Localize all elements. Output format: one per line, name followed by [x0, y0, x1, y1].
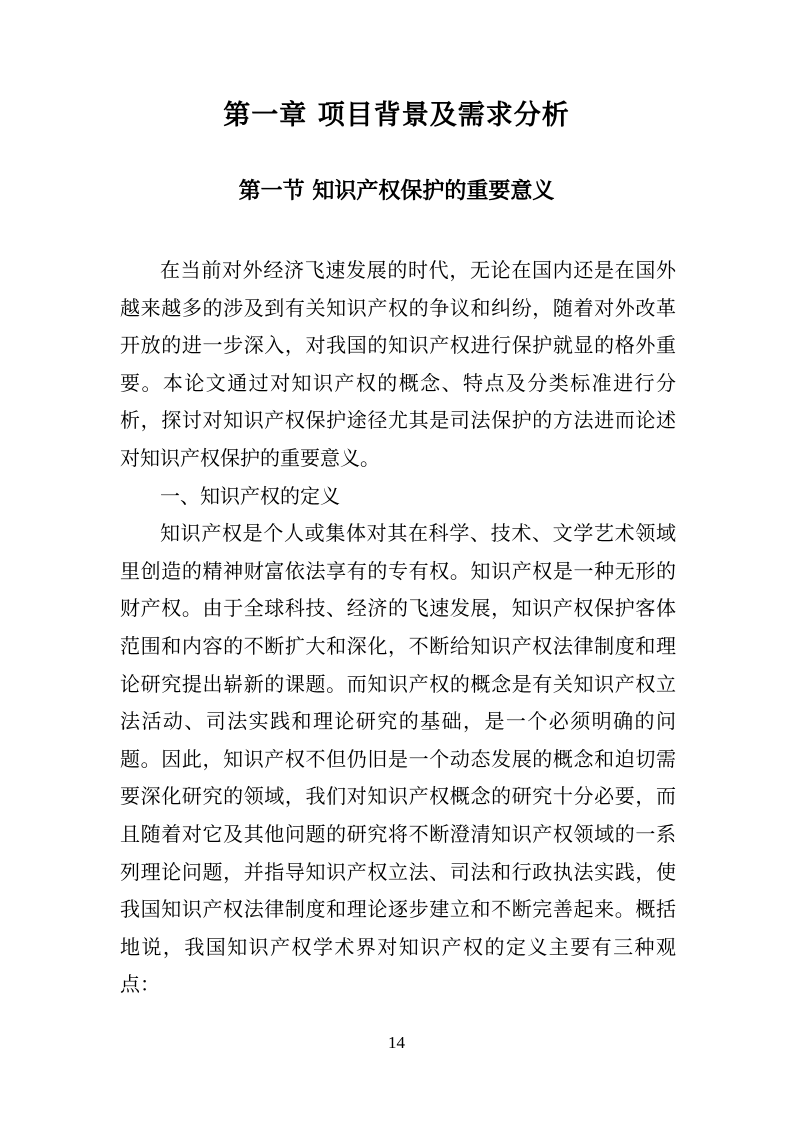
- page-number: 14: [388, 1033, 405, 1052]
- body-text: [120, 252, 676, 1004]
- paragraph-definition: 知识产权是个人或集体对其在科学、技术、文学艺术领域里创造的精神财富依法享有的专有权。知识产权是一种无形的财产权。由于全球科技、经济的飞速发展，知识产权保护客体范围和内容的不断扩大和深化，不断给知识产权法律制度和理论研究提出崭新的课题。而知识产权的概念是有关知识产权立法活动、司法实践和理论研究的基础，是一个必须明确的问题。因此，知识产权不但仍旧是一个动态发展的概念和迫切需要深化研究的领域，我们对知识产权概念的研究十分必要，而且随着对它及其他问题的研究将不断澄清知识产权领域的一系列理论问题，并指导知识产权立法、司法和行政执法实践，使我国知识产权法律制度和理论逐步建立和不断完善起来。概括地说，我国知识产权学术界对知识产权的定义主要有三种观点：: [120, 521, 676, 997]
- chapter-title: 第一章 项目背景及需求分析: [223, 100, 570, 131]
- section-title: 第一节 知识产权保护的重要意义: [238, 178, 555, 204]
- paragraph-intro: 在当前对外经济飞速发展的时代，无论在国内还是在国外越来越多的涉及到有关知识产权的争议和纠纷，随着对外改革开放的进一步深入，对我国的知识产权进行保护就显的格外重要。本论文通过对知识产权的概念、特点及分类标准进行分析，探讨对知识产权保护途径尤其是司法保护的方法进而论述对知识产权保护的重要意义。: [120, 258, 676, 470]
- subheading-definition: 一、知识产权的定义: [160, 483, 340, 508]
